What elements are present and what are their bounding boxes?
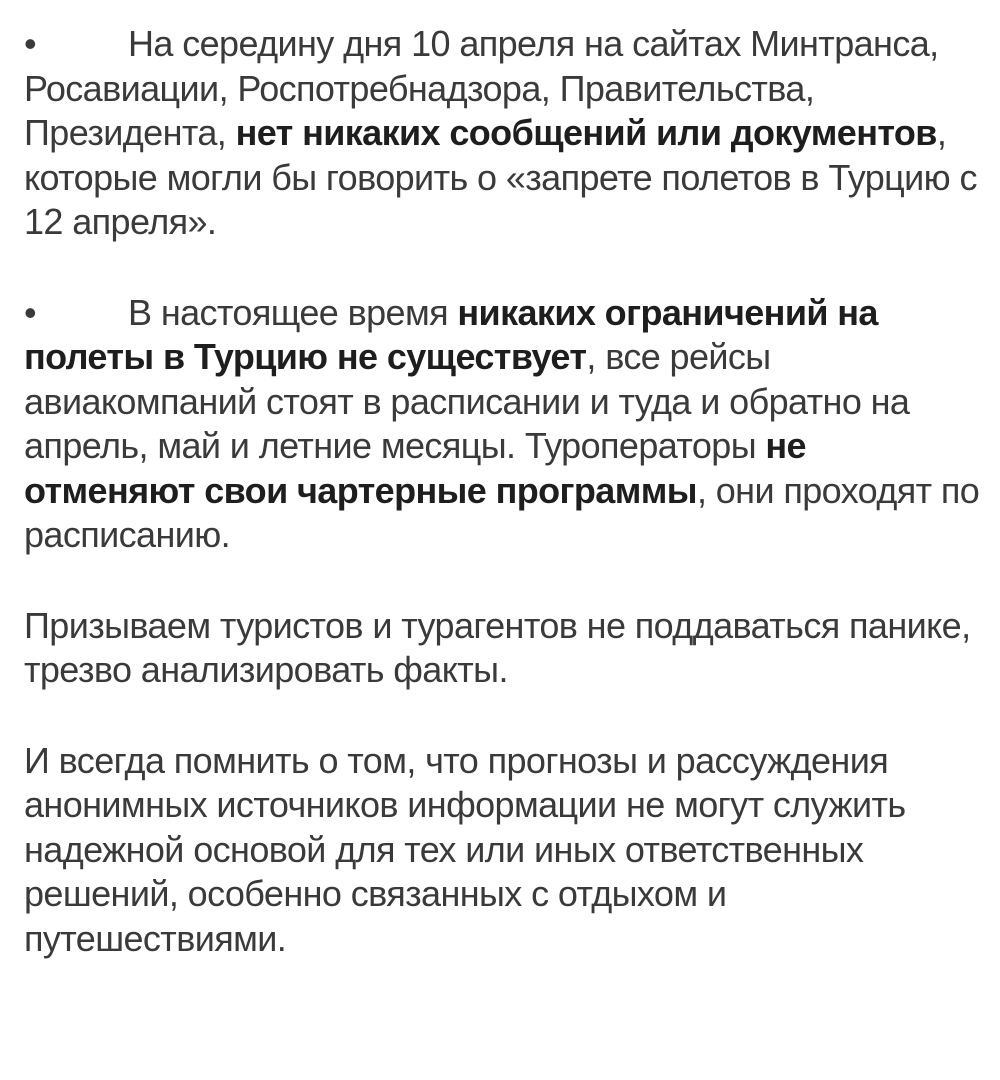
text-segment: В настоящее время [128,291,458,333]
bullet-paragraph-2 [24,291,980,558]
text-segment: Призываем туристов и турагентов не поддаваться панике, трезво анализировать факты. [24,604,971,690]
text-segment: , они проходят по расписанию. [24,469,980,555]
bullet-paragraph-1 [24,22,980,245]
bold-segment: никаких ограничений на полеты в Турцию не существует [24,291,878,377]
article-text [24,22,980,1007]
appeal-paragraph [24,604,980,693]
bullet-marker: • [24,291,37,333]
text-segment: И всегда помнить о том, что прогнозы и рассуждения анонимных источников информации не могут служить надежной основой для тех или иных ответственных решений, особенно связанных с отдыхом и путешествиями. [24,739,906,959]
text-segment: , все рейсы авиакомпаний стоят в расписании и туда и обратно на апрель, май и летние месяцы. Туроператоры [24,336,910,466]
bold-segment: не отменяют свои чартерные программы [24,425,806,511]
bullet-marker: • [24,23,37,64]
bold-segment: нет никаких сообщений или документов [235,112,937,153]
text-segment: На середину дня 10 апреля на сайтах Минтранса, Росавиации, Роспотребнадзора, Правительства, Президента, [24,23,939,153]
text-segment: , которые могли бы говорить о «запрете полетов в Турцию с 12 апреля». [24,112,977,242]
reminder-paragraph [24,739,980,962]
